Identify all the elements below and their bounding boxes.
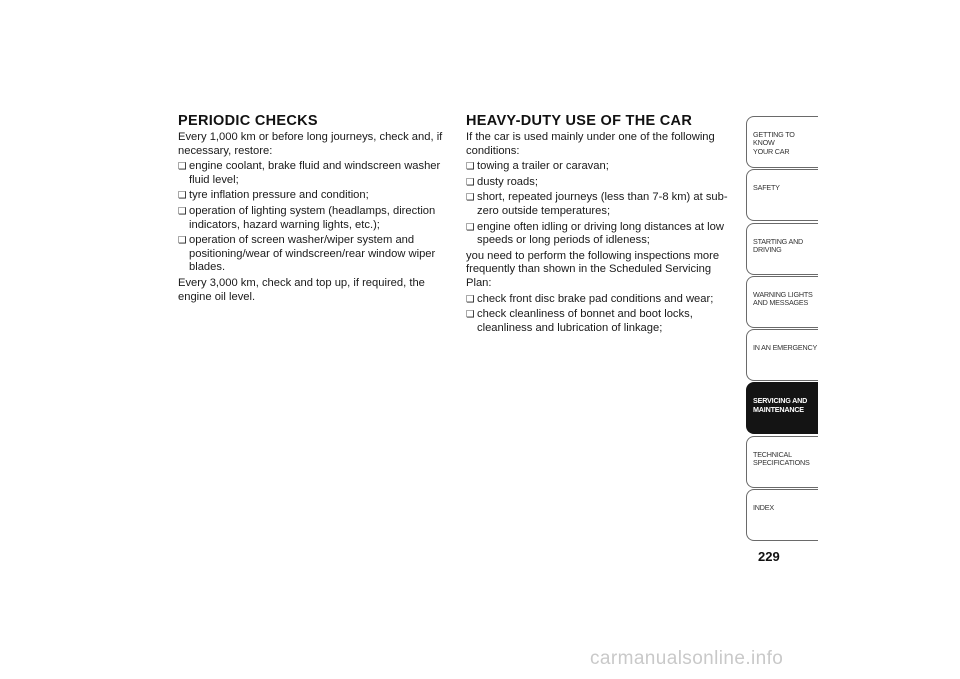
list-item: ❑ operation of screen washer/wiper system and positioning/wear of windscreen/rear window wiper blades. xyxy=(178,234,450,275)
tab-servicing-and-maintenance[interactable] xyxy=(746,382,818,434)
list-item: ❑ check cleanliness of bonnet and boot locks, cleanliness and lubrication of linkage; xyxy=(466,308,738,335)
tab-label-line1: SAFETY xyxy=(753,183,780,193)
condition-list xyxy=(466,160,738,248)
tab-label-line1: INDEX xyxy=(753,503,774,513)
list-item: ❑ tyre inflation pressure and condition; xyxy=(178,189,450,203)
list-item: ❑ check front disc brake pad conditions and wear; xyxy=(466,293,738,307)
tab-label-line2: YOUR CAR xyxy=(753,146,790,156)
tab-label-line2: MAINTENANCE xyxy=(753,404,804,414)
middle-text: you need to perform the following inspections more frequently than shown in the Scheduled Servicing Plan: xyxy=(466,249,720,289)
tab-label-line1: TECHNICAL xyxy=(753,449,792,459)
periodic-checks-section xyxy=(178,113,450,304)
intro-text: Every 1,000 km or before long journeys, check and, if necessary, restore: xyxy=(178,131,443,157)
list-item: ❑ engine often idling or driving long distances at low speeds or long periods of idleness; xyxy=(466,221,738,248)
page-number: 229 xyxy=(758,549,780,564)
tab-label-line1: SERVICING AND xyxy=(753,396,808,406)
tab-label-line1: WARNING LIGHTS xyxy=(753,289,813,299)
tab-getting-to-know[interactable] xyxy=(746,116,818,168)
tab-label-line2: SPECIFICATIONS xyxy=(753,458,810,468)
tab-label-line1: GETTING TO KNOW xyxy=(753,130,795,148)
section-heading: PERIODIC CHECKS xyxy=(178,113,318,129)
list-item: ❑ dusty roads; xyxy=(466,176,738,190)
heavy-duty-section xyxy=(466,113,738,335)
tab-in-an-emergency[interactable] xyxy=(746,329,818,381)
tab-starting-and-driving[interactable] xyxy=(746,223,818,275)
tab-label-line1: STARTING AND xyxy=(753,236,804,246)
list-item: ❑ operation of lighting system (headlamps, direction indicators, hazard warning lights, etc.); xyxy=(178,205,450,232)
list-item: ❑ engine coolant, brake fluid and windscreen washer fluid level; xyxy=(178,160,450,187)
section-heading: HEAVY-DUTY USE OF THE CAR xyxy=(466,113,693,129)
tab-label-line2: AND MESSAGES xyxy=(753,298,809,308)
tab-technical-specifications[interactable] xyxy=(746,436,818,488)
list-item: ❑ towing a trailer or caravan; xyxy=(466,160,738,174)
check-list xyxy=(178,160,450,275)
tab-index[interactable] xyxy=(746,489,818,541)
watermark: carmanualsonline.info xyxy=(590,648,784,669)
intro-text: If the car is used mainly under one of the following conditions: xyxy=(466,131,715,157)
tab-safety[interactable] xyxy=(746,169,818,221)
closing-text: Every 3,000 km, check and top up, if required, the engine oil level. xyxy=(178,276,425,303)
tab-label-line1: IN AN EMERGENCY xyxy=(753,343,818,353)
inspection-list xyxy=(466,293,738,336)
tab-label-line2: DRIVING xyxy=(753,245,782,254)
tab-warning-lights[interactable] xyxy=(746,276,818,328)
chapter-tabs xyxy=(746,116,818,542)
list-item: ❑ short, repeated journeys (less than 7-8 km) at sub-zero outside temperatures; xyxy=(466,191,738,218)
